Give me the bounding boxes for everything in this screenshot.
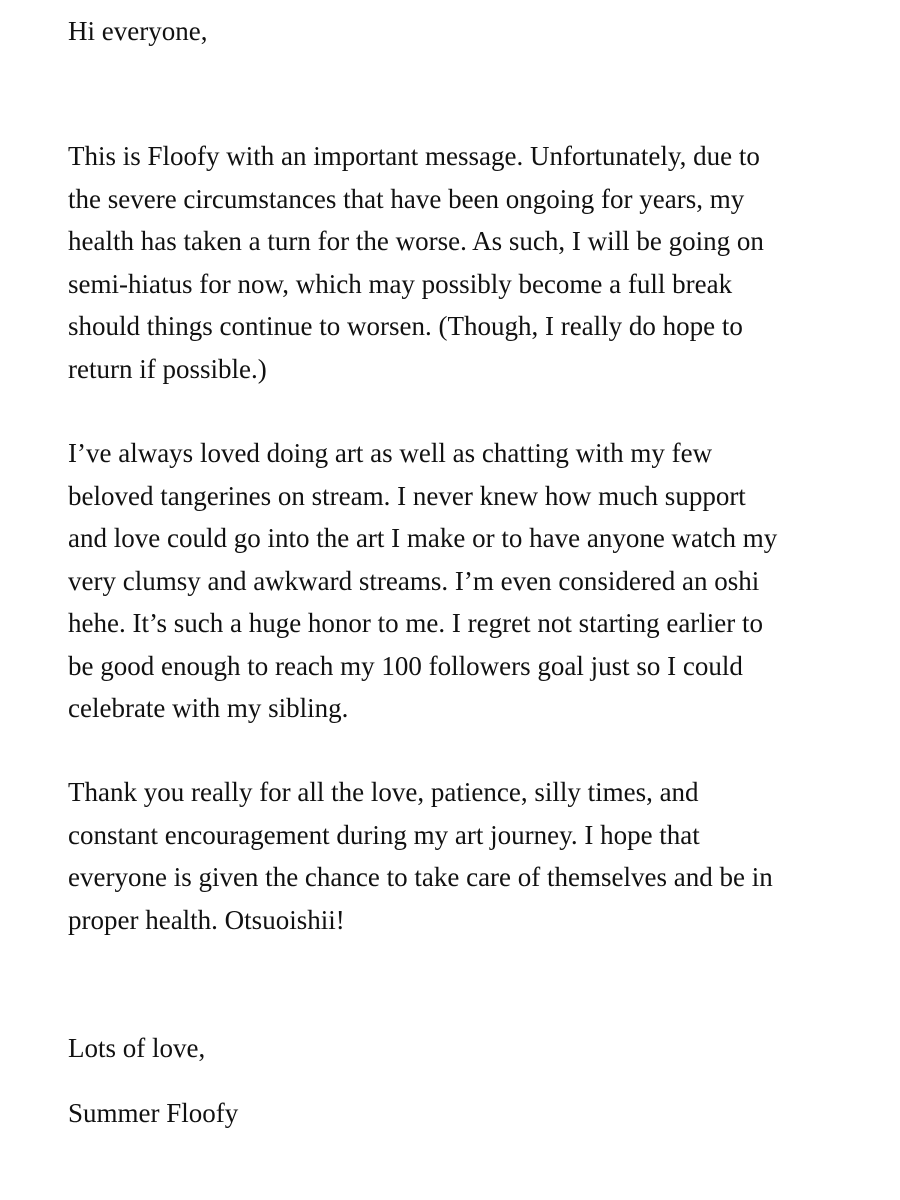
paragraph-line: hehe. It’s such a huge honor to me. I regret not starting earlier to (68, 608, 764, 638)
paragraph-line: celebrate with my sibling. (68, 693, 349, 723)
paragraph-line: be good enough to reach my 100 followers goal just so I could (68, 650, 743, 681)
letter-paragraph (68, 771, 848, 941)
paragraph-line: and love could go into the art I make or to have anyone watch my (68, 523, 778, 553)
paragraph-line: everyone is given the chance to take care of themselves and be in (68, 862, 773, 892)
paragraph-line: Thank you really for all the love, patience, silly times, and (68, 777, 699, 807)
paragraph-line: This is Floofy with an important message. Unfortunately, due to (68, 141, 760, 171)
letter-paragraph (68, 135, 848, 390)
letter-signature: Summer Floofy (68, 1098, 239, 1128)
paragraph-line: semi-hiatus for now, which may possibly become a full break (68, 268, 733, 299)
letter-greeting: Hi everyone, (68, 16, 208, 46)
paragraph-line: should things continue to worsen. (Though, I really do hope to (68, 311, 743, 341)
paragraph-line: beloved tangerines on stream. I never knew how much support (68, 480, 746, 511)
paragraph-line: very clumsy and awkward streams. I’m even considered an oshi (68, 565, 760, 596)
paragraph-line: constant encouragement during my art journey. I hope that (68, 819, 700, 850)
paragraph-line: return if possible.) (68, 353, 267, 384)
paragraph-line: the severe circumstances that have been ongoing for years, my (68, 183, 745, 214)
paragraph-line: I’ve always loved doing art as well as chatting with my few (68, 438, 713, 468)
paragraph-line: health has taken a turn for the worse. As such, I will be going on (68, 226, 764, 256)
letter-closing: Lots of love, (68, 1033, 206, 1063)
letter-paragraph (68, 432, 848, 730)
paragraph-line: proper health. Otsuoishii! (68, 904, 345, 935)
